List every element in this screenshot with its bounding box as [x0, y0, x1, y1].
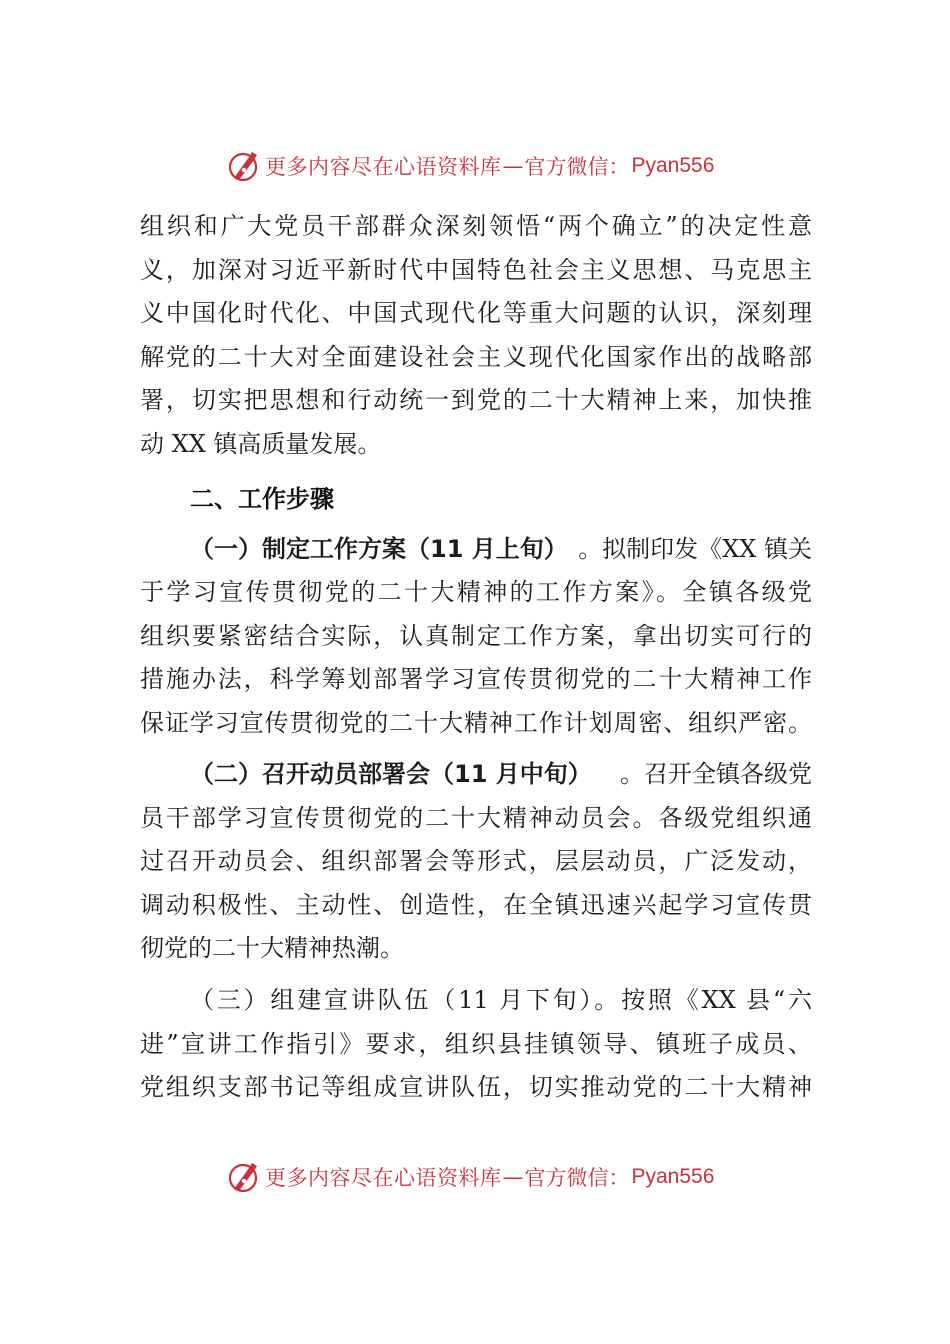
- banner-dash: —: [502, 154, 524, 178]
- paragraph-line: 保证学习宣传贯彻党的二十大精神工作计划周密、组织严密。: [140, 709, 812, 737]
- step2-first-line: [190, 752, 812, 796]
- banner-dash: —: [502, 1165, 524, 1189]
- banner-contact-id: Pyan556: [631, 1165, 715, 1188]
- step1-first-line: [190, 527, 812, 571]
- paragraph-line: 员干部学习宣传贯彻党的二十大精神动员会。各级党组织通: [140, 804, 812, 832]
- paragraph-line: 组织要紧密结合实际，认真制定工作方案，拿出切实可行的: [140, 622, 812, 650]
- banner-contact-label: 官方微信：: [524, 155, 630, 179]
- banner-title: 更多内容尽在心语资料库: [265, 1166, 502, 1190]
- paragraph-line: 过召开动员会、组织部署会等形式，层层动员，广泛发动，: [140, 847, 812, 875]
- paragraph-line: 组织和广大党员干部群众深刻领悟“两个确立”的决定性意: [140, 212, 812, 240]
- footer-banner: [225, 1157, 714, 1197]
- step2-lead: （二）召开动员部署会（11 月中旬）: [190, 760, 592, 788]
- paragraph-line: 署，切实把思想和行动统一到党的二十大精神上来，加快推: [140, 386, 812, 414]
- paragraph-line: 于学习宣传贯彻党的二十大精神的工作方案》。全镇各级党: [140, 578, 812, 606]
- paragraph-line: 进”宣讲工作指引》要求，组织县挂镇领导、镇班子成员、: [140, 1030, 812, 1058]
- paragraph-line: 党组织支部书记等组成宣讲队伍，切实推动党的二十大精神: [140, 1073, 812, 1101]
- header-banner: [225, 146, 714, 186]
- paragraph-line: 解党的二十大对全面建设社会主义现代化国家作出的战略部: [140, 343, 812, 371]
- banner-contact-id: Pyan556: [631, 154, 715, 177]
- step2-lead-rest: 。召开全镇各级党: [620, 760, 812, 788]
- paragraph-line: 调动积极性、主动性、创造性，在全镇迅速兴起学习宣传贯: [140, 891, 812, 919]
- banner-title: 更多内容尽在心语资料库: [265, 155, 502, 179]
- step1-lead-rest: 。拟制印发《XX 镇关: [578, 535, 812, 563]
- paragraph-line: 彻党的二十大精神热潮。: [140, 934, 404, 962]
- step3-first-line: （三）组建宣讲队伍（11 月下旬）。按照《XX 县“六: [190, 986, 812, 1014]
- section-heading: 二、工作步骤: [190, 485, 334, 513]
- paragraph-line: 措施办法，科学筹划部署学习宣传贯彻党的二十大精神工作: [140, 665, 812, 693]
- paragraph-line: 义中国化时代化、中国式现代化等重大问题的认识，深刻理: [140, 299, 812, 327]
- paragraph-line: 动 XX 镇高质量发展。: [140, 430, 382, 458]
- pen-nib-logo-icon: [225, 1159, 261, 1195]
- paragraph-line: 义，加深对习近平新时代中国特色社会主义思想、马克思主: [140, 256, 812, 284]
- banner-contact-label: 官方微信：: [524, 1166, 630, 1190]
- step1-lead: （一）制定工作方案（11 月上旬）: [190, 535, 568, 563]
- pen-nib-logo-icon: [225, 148, 261, 184]
